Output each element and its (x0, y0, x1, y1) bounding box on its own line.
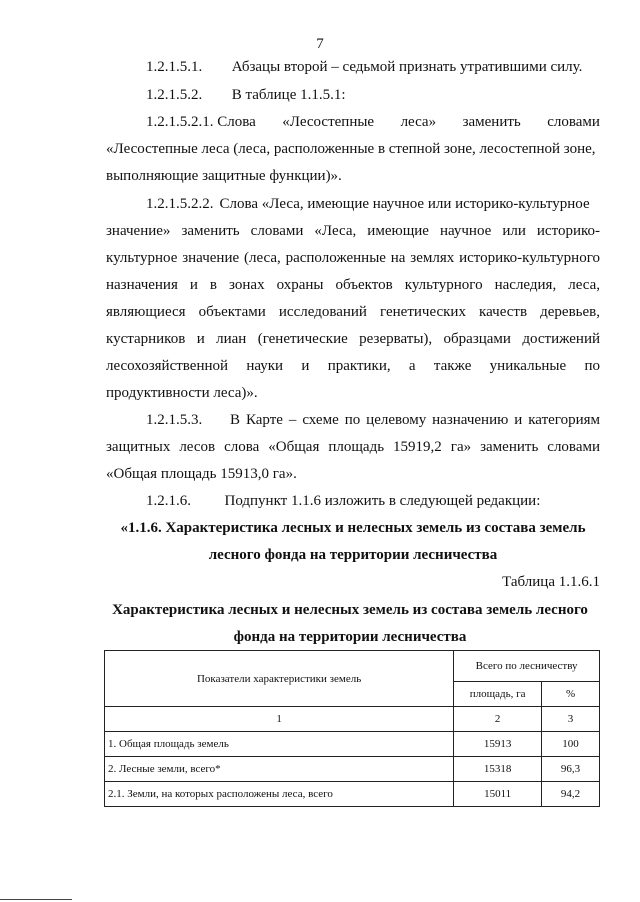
table-title-line-2: фонда на территории лесничества (233, 629, 467, 645)
table-row (105, 732, 600, 757)
table-title-line-1: Характеристика лесных и нелесных земель из состава земель лесного (112, 602, 588, 618)
row-label: 2.1. Земли, на которых расположены леса, всего (105, 782, 454, 807)
column-number: 2 (454, 707, 542, 732)
row-label: 2. Лесные земли, всего* (105, 757, 454, 782)
paragraph-1-2-1-5-2-2-line-5: являющиеся объектами исследований генетических качеств деревьев, (106, 304, 600, 320)
paragraph-1-2-1-6 (146, 491, 540, 511)
section-heading-line-1: «1.1.6. Характеристика лесных и нелесных земель из состава земель (120, 520, 586, 536)
row-percent: 94,2 (542, 782, 600, 807)
paragraph-1-2-1-5-1 (146, 57, 582, 77)
clause-text: Абзацы второй – седьмой признать утратившими силу. (231, 59, 583, 75)
paragraph-1-2-1-5-2-2-line-4: назначения и в зонах охраны объектов культурного наследия, леса, (106, 277, 600, 293)
table-header-row (105, 651, 600, 682)
row-area: 15913 (454, 732, 542, 757)
clause-number: 1.2.1.5.2.1. Слова (146, 114, 256, 130)
clause-number: 1.2.1.5.2.2. (146, 196, 214, 212)
land-characteristics-table (104, 650, 600, 807)
paragraph-1-2-1-5-2-1-line-3: выполняющие защитные функции)». (106, 168, 342, 184)
clause-text: В таблице 1.1.5.1: (231, 87, 346, 103)
column-number: 3 (542, 707, 600, 732)
paragraph-1-2-1-5-2-2-line-3: культурное значение (леса, расположенные на землях историко-культурного (106, 250, 600, 266)
clause-text: Подпункт 1.1.6 изложить в следующей редакции: (224, 493, 541, 509)
paragraph-1-2-1-5-2 (146, 85, 346, 105)
table-row (105, 757, 600, 782)
clause-text: В Карте – схеме по целевому назначению и категориям (230, 412, 600, 428)
section-heading-line-2: лесного фонда на территории лесничества (208, 547, 498, 563)
paragraph-1-2-1-5-2-2-line-6: кустарников и лиан (генетические резерваты), образцами достижений (106, 331, 600, 347)
paragraph-1-2-1-5-2-2-line-2: значение» заменить словами «Леса, имеющие научное или историко- (106, 223, 600, 239)
header-indicator: Показатели характеристики земель (105, 651, 454, 707)
clause-word: заменить (462, 114, 521, 130)
row-label: 1. Общая площадь земель (105, 732, 454, 757)
paragraph-1-2-1-5-2-1-line-1 (146, 112, 600, 132)
row-percent: 96,3 (542, 757, 600, 782)
paragraph-1-2-1-5-2-2-line-8: продуктивности леса)». (106, 385, 258, 401)
clause-number: 1.2.1.6. (146, 493, 191, 509)
clause-word: словами (547, 114, 600, 130)
paragraph-1-2-1-5-3-line-2: защитных лесов слова «Общая площадь 15919,2 га» заменить словами (106, 439, 600, 455)
clause-number: 1.2.1.5.3. (146, 412, 203, 428)
page-number: 7 (316, 36, 324, 52)
paragraph-1-2-1-5-2-2-line-7: лесохозяйственной науки и практики, а также уникальные по (106, 358, 600, 374)
paragraph-1-2-1-5-2-1-line-2: «Лесостепные леса (леса, расположенные в степной зоне, лесостепной зоне, (106, 141, 596, 157)
footer-rule (0, 899, 72, 900)
clause-word: «Лесостепные (282, 114, 375, 130)
clause-number: 1.2.1.5.2. (146, 87, 203, 103)
clause-word: леса» (400, 114, 437, 130)
row-area: 15318 (454, 757, 542, 782)
header-area: площадь, га (454, 681, 542, 706)
table-row (105, 782, 600, 807)
paragraph-1-2-1-5-2-2-line-1 (146, 194, 600, 214)
row-percent: 100 (542, 732, 600, 757)
paragraph-1-2-1-5-3-line-1 (146, 410, 600, 430)
table-label: Таблица 1.1.6.1 (502, 574, 600, 590)
header-percent: % (542, 681, 600, 706)
row-area: 15011 (454, 782, 542, 807)
paragraph-1-2-1-5-3-line-3: «Общая площадь 15913,0 га». (106, 466, 297, 482)
column-number-row (105, 707, 600, 732)
clause-text: Слова «Леса, имеющие научное или историко-культурное (219, 196, 590, 212)
column-number: 1 (105, 707, 454, 732)
header-total: Всего по лесничеству (454, 651, 600, 682)
clause-number: 1.2.1.5.1. (146, 59, 203, 75)
